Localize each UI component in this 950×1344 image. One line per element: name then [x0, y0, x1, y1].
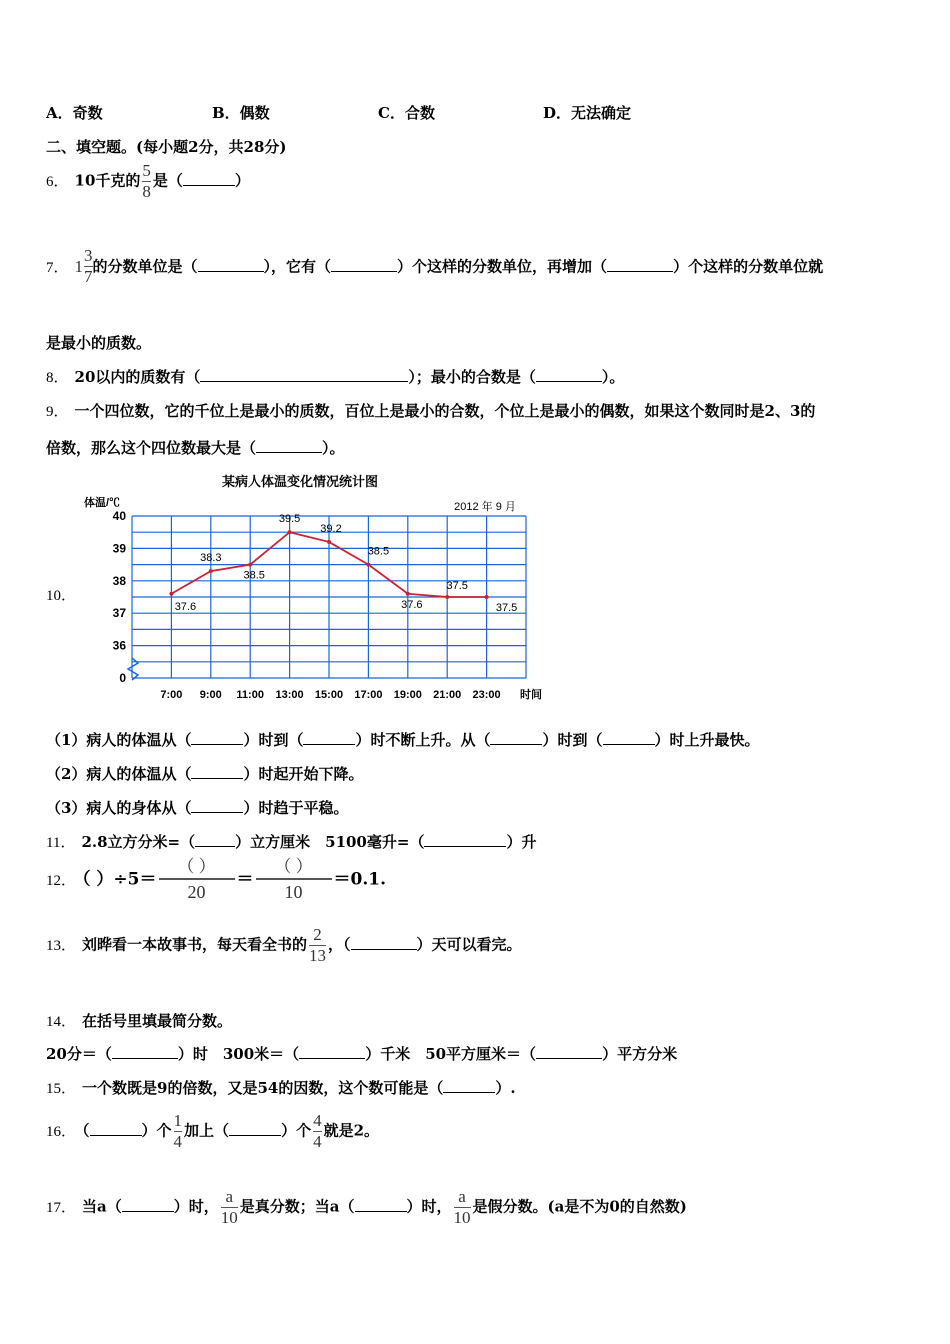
q10-sub3: （3）病人的身体从（ ）时趋于平稳。 — [46, 799, 349, 817]
answer-blank[interactable] — [256, 440, 322, 453]
answer-blank[interactable] — [191, 766, 243, 779]
q10-sub1: （1）病人的体温从（ ）时到（ ）时不断上升。从（ ）时到（ ）时上升最快。 — [46, 731, 760, 749]
x-tick-label: 17:00 — [354, 689, 383, 701]
question-number: 6． — [46, 173, 69, 190]
question-14: 14． 在括号里填最简分数。 — [46, 1012, 233, 1030]
chart-title: 某病人体温变化情况统计图 — [221, 474, 379, 489]
answer-blank[interactable] — [200, 369, 408, 382]
y-tick-label: 0 — [119, 671, 126, 685]
question-number: 11． — [46, 835, 76, 851]
option-d: D．无法确定 — [543, 104, 632, 122]
data-label: 38.5 — [243, 569, 265, 582]
question-number: 13． — [46, 937, 77, 954]
y-axis-label: 体温/℃ — [84, 497, 121, 509]
question-number: 8． — [46, 370, 69, 386]
question-13: 13． 刘晔看一本故事书，每天看全书的 $\frac{2}{13}$ ，（ ）天可以看完。 — [46, 925, 522, 965]
data-point — [327, 540, 331, 544]
data-label: 38.5 — [367, 545, 390, 558]
question-number: 16． — [46, 1123, 77, 1140]
data-label: 37.6 — [401, 598, 423, 611]
answer-blank[interactable] — [331, 259, 397, 272]
x-tick-label: 21:00 — [433, 689, 462, 701]
question-12: 12． （ ）÷5＝ $\frac{( )}{20}$ ＝ $\frac{( )}{10}$ ＝0.1. — [46, 857, 387, 902]
fraction: $\frac{5}{8}$ — [142, 161, 151, 201]
fraction: $\frac{( )}{10}$ — [256, 858, 332, 902]
fraction: $\frac{a}{10}$ — [453, 1187, 471, 1227]
q8-text: ）。 — [601, 368, 625, 386]
x-axis-label: 时间 — [520, 689, 542, 701]
q9-text: 一个四位数，它的千位上是最小的质数，百位上是最小的合数，个位上是最小的偶数，如果这个数同时是2、3的 — [74, 402, 816, 420]
answer-blank[interactable] — [90, 1123, 142, 1136]
answer-blank[interactable] — [351, 937, 417, 950]
data-point — [406, 592, 410, 596]
data-point — [445, 595, 449, 599]
answer-blank[interactable] — [424, 834, 506, 847]
question-10-number — [46, 584, 82, 605]
data-label: 38.3 — [200, 552, 222, 565]
q14-line2: 20分＝（ ）时 300米＝（ ）千米 50平方厘米＝（ ）平方分米 — [46, 1045, 678, 1063]
mixed-number: 1 $\frac{3}{7}$ — [74, 246, 93, 286]
data-point — [169, 592, 173, 596]
question-number: 10． — [46, 588, 77, 604]
q7-text: 的分数单位是（ — [92, 257, 198, 276]
answer-blank[interactable] — [536, 1046, 602, 1059]
data-label: 39.5 — [278, 513, 301, 526]
answer-blank[interactable] — [303, 732, 355, 745]
x-tick-label: 23:00 — [472, 689, 501, 701]
x-tick-label: 11:00 — [236, 689, 264, 701]
question-17: 17． 当a（ ）时， $\frac{a}{10}$ 是真分数；当a（ ）时， $\frac{a}{10}$ 是假分数。(a是不为0的自然数) — [46, 1187, 687, 1227]
answer-blank[interactable] — [355, 1199, 407, 1212]
answer-blank[interactable] — [607, 259, 673, 272]
q9-text: ）。 — [322, 439, 345, 457]
answer-blank[interactable] — [122, 1199, 174, 1212]
fraction: $\frac{a}{10}$ — [220, 1187, 238, 1227]
q10-sub2: （2）病人的体温从（ ）时起开始下降。 — [46, 765, 364, 783]
y-tick-label: 37 — [112, 606, 126, 621]
q8-text: ）；最小的合数是（ — [408, 368, 536, 386]
data-point — [485, 595, 489, 599]
fraction: $\frac{4}{4}$ — [313, 1111, 322, 1151]
question-number: 15． — [46, 1081, 77, 1097]
q7-text: ）个这样的分数单位，再增加（ — [397, 257, 608, 276]
answer-blank[interactable] — [443, 1080, 495, 1093]
question-7 — [46, 247, 823, 286]
answer-blank[interactable] — [112, 1046, 178, 1059]
y-tick-label: 39 — [112, 541, 126, 556]
x-tick-label: 19:00 — [393, 689, 422, 701]
data-point — [209, 569, 213, 573]
question-number: 17． — [46, 1199, 77, 1216]
option-c: C．合数 — [378, 104, 435, 122]
q9-continuation — [46, 437, 345, 458]
y-tick-label: 38 — [112, 573, 126, 588]
q6-text: ） — [234, 171, 250, 190]
x-tick-label: 13:00 — [275, 689, 304, 701]
answer-blank[interactable] — [198, 259, 264, 272]
answer-blank[interactable] — [191, 732, 243, 745]
y-tick-label: 36 — [112, 638, 126, 653]
answer-blank[interactable] — [229, 1123, 281, 1136]
section-heading: 二、填空题。(每小题2分，共28分) — [46, 138, 287, 156]
question-11: 11． 2.8立方分米=（ ）立方厘米 5100毫升=（ ）升 — [46, 833, 537, 851]
question-16: 16． （ ）个 $\frac{1}{4}$ 加上（ ）个 $\frac{4}{4}$ 就是2。 — [46, 1111, 380, 1151]
question-6 — [46, 162, 250, 201]
q7-continuation: 是最小的质数。 — [46, 334, 152, 352]
question-number: 12． — [46, 872, 77, 889]
data-label: 37.5 — [446, 580, 468, 592]
option-a: A．奇数 — [46, 104, 103, 122]
data-label: 39.2 — [320, 522, 342, 535]
question-9 — [46, 400, 815, 421]
data-point — [248, 563, 252, 567]
question-number: 14． — [46, 1014, 77, 1030]
x-tick-label: 9:00 — [199, 689, 222, 701]
answer-blank[interactable] — [603, 732, 655, 745]
question-number: 7． — [46, 259, 69, 276]
data-label: 37.6 — [174, 600, 197, 613]
q8-text: 20以内的质数有（ — [74, 368, 201, 386]
fraction: $\frac{( )}{20}$ — [159, 858, 235, 902]
x-tick-label: 7:00 — [160, 689, 183, 701]
q6-text: 是（ — [152, 171, 183, 190]
data-label: 37.5 — [495, 602, 518, 614]
answer-blank[interactable] — [183, 173, 235, 186]
answer-blank[interactable] — [299, 1046, 365, 1059]
answer-blank[interactable] — [191, 800, 243, 813]
fraction: $\frac{1}{4}$ — [173, 1111, 183, 1151]
question-15: 15． 一个数既是9的倍数，又是54的因数，这个数可能是（ ）. — [46, 1079, 516, 1097]
q7-text: ）个这样的分数单位就 — [673, 257, 824, 276]
question-number: 9． — [46, 404, 69, 420]
chart-subtitle: 2012 年 9 月 — [454, 501, 516, 513]
answer-blank[interactable] — [195, 834, 235, 847]
answer-blank[interactable] — [536, 369, 602, 382]
x-tick-label: 15:00 — [314, 689, 344, 701]
answer-blank[interactable] — [490, 732, 542, 745]
q9-text: 倍数，那么这个四位数最大是（ — [46, 439, 257, 457]
y-tick-label: 40 — [112, 509, 126, 523]
question-8 — [46, 366, 624, 387]
q6-text: 10千克的 — [74, 171, 141, 190]
data-point — [288, 530, 292, 534]
fraction: $\frac{2}{13}$ — [309, 925, 327, 965]
option-b: B．偶数 — [212, 104, 270, 122]
data-point — [366, 563, 370, 567]
temperature-line-chart — [80, 468, 550, 708]
q7-text: ），它有（ — [263, 257, 332, 276]
